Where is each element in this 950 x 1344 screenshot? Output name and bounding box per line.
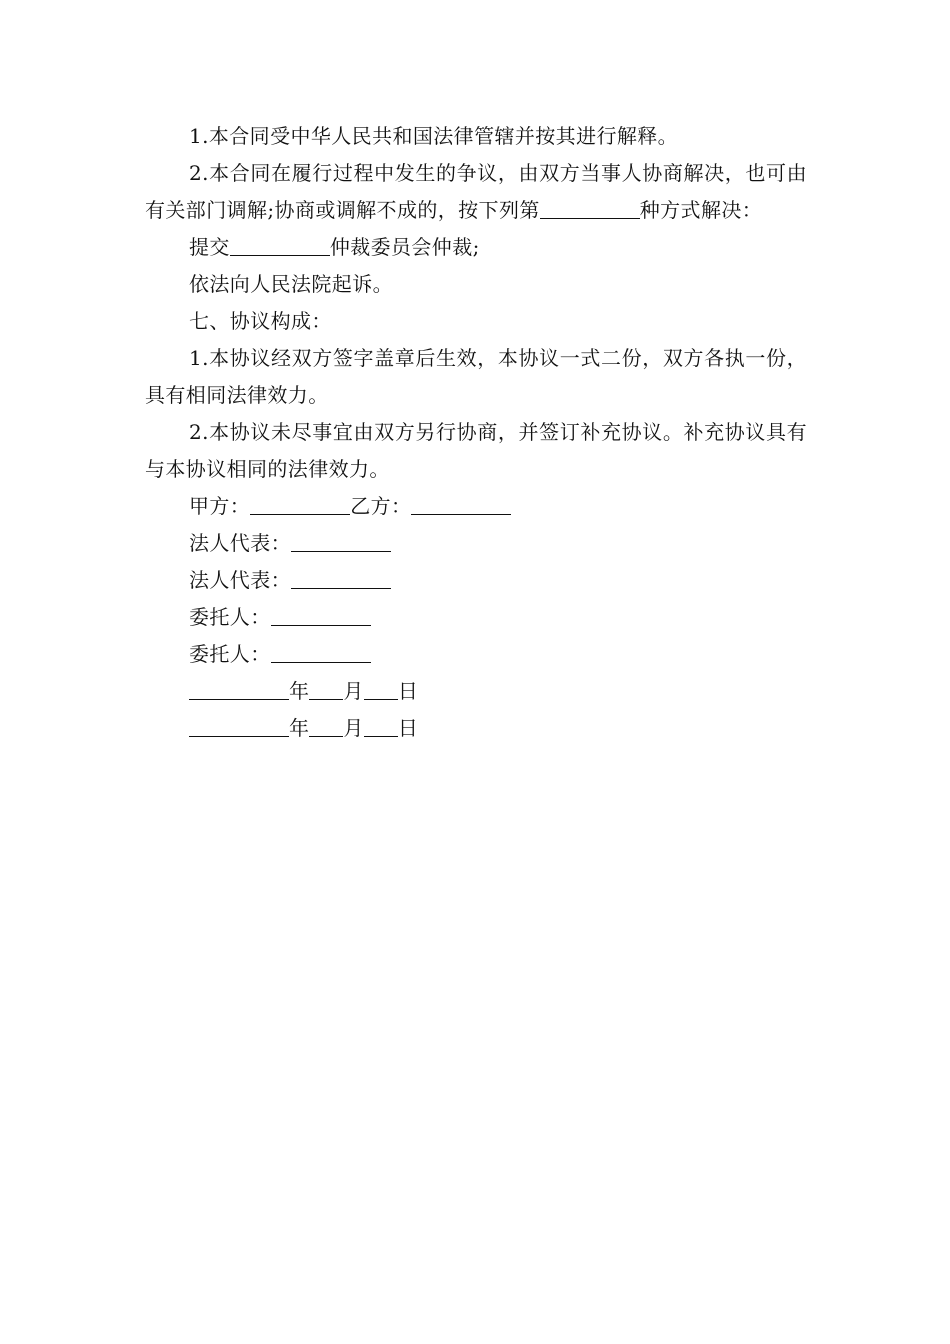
signature-agent-1 [145, 599, 807, 636]
arbitration-committee-blank[interactable] [230, 231, 330, 256]
legal-rep-blank[interactable] [291, 564, 391, 589]
clause-dispute-text: 2.本合同在履行过程中发生的争议，由双方当事人协商解决，也可由有关部门调解;协商或调解不成的，按下列第 [145, 161, 807, 222]
signature-legal-rep-1 [145, 525, 807, 562]
arbitration-suffix: 仲裁委员会仲裁; [329, 235, 480, 259]
option-arbitration [145, 229, 807, 266]
method-number-blank[interactable] [540, 194, 640, 219]
clause-effectiveness-text: 1.本协议经双方签字盖章后生效，本协议一式二份，双方各执一份，具有相同法律效力。 [145, 346, 807, 407]
day-blank[interactable] [364, 712, 398, 737]
party-b-label: 乙方： [350, 494, 412, 518]
clause-supplementary [145, 414, 807, 488]
clause-governing-law [145, 118, 807, 155]
option-litigation [145, 266, 807, 303]
agent-blank[interactable] [271, 638, 371, 663]
month-blank[interactable] [309, 712, 343, 737]
party-a-label: 甲方： [189, 494, 251, 518]
legal-rep-label: 法人代表： [189, 531, 291, 555]
section-heading-text: 七、协议构成： [189, 309, 332, 333]
legal-rep-label: 法人代表： [189, 568, 291, 592]
agent-label: 委托人： [189, 605, 271, 629]
signature-agent-2 [145, 636, 807, 673]
arbitration-prefix: 提交 [189, 235, 230, 259]
month-label: 月 [343, 716, 364, 740]
signature-legal-rep-2 [145, 562, 807, 599]
year-blank[interactable] [189, 675, 289, 700]
party-a-blank[interactable] [250, 490, 350, 515]
year-blank[interactable] [189, 712, 289, 737]
month-label: 月 [343, 679, 364, 703]
clause-governing-law-text: 1.本合同受中华人民共和国法律管辖并按其进行解释。 [189, 124, 679, 148]
clause-dispute-resolution [145, 155, 807, 229]
clause-effectiveness [145, 340, 807, 414]
clause-supplementary-text: 2.本协议未尽事宜由双方另行协商，并签订补充协议。补充协议具有与本协议相同的法律效力。 [145, 420, 807, 481]
signature-date-2 [145, 710, 807, 747]
legal-rep-blank[interactable] [291, 527, 391, 552]
agent-label: 委托人： [189, 642, 271, 666]
document-body [145, 118, 807, 747]
signature-parties [145, 488, 807, 525]
signature-date-1 [145, 673, 807, 710]
agent-blank[interactable] [271, 601, 371, 626]
month-blank[interactable] [309, 675, 343, 700]
day-blank[interactable] [364, 675, 398, 700]
year-label: 年 [289, 679, 310, 703]
section-heading-composition [145, 303, 807, 340]
day-label: 日 [397, 679, 419, 703]
party-b-blank[interactable] [411, 490, 511, 515]
litigation-text: 依法向人民法院起诉。 [189, 272, 393, 296]
clause-dispute-text-end: 种方式解决： [639, 198, 763, 222]
day-label: 日 [397, 716, 419, 740]
year-label: 年 [289, 716, 310, 740]
